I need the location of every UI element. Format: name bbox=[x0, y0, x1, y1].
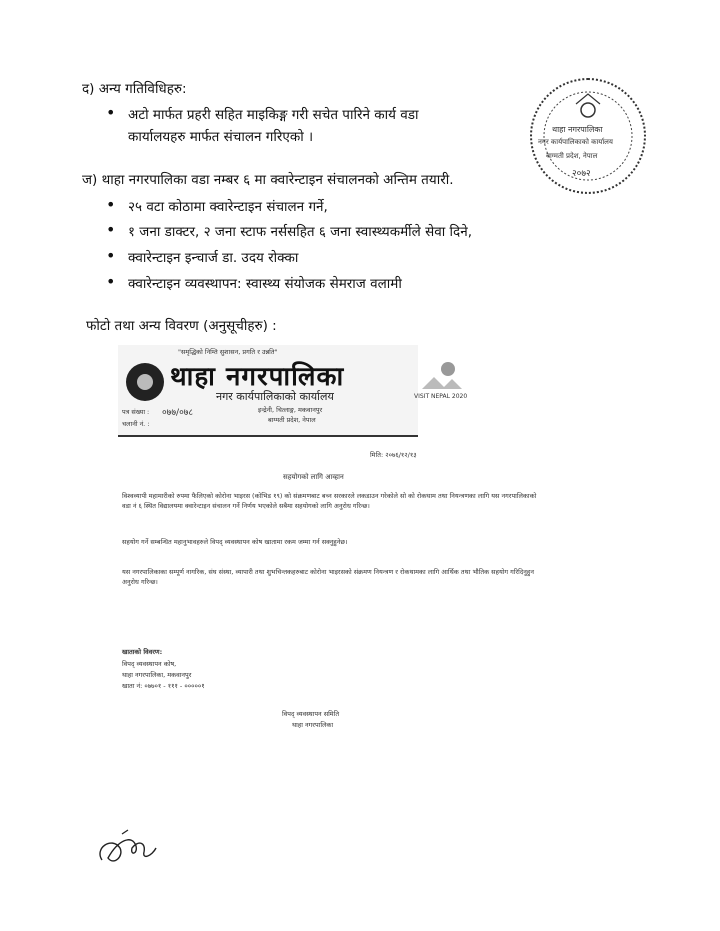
letterhead bbox=[118, 345, 418, 437]
annex-letter bbox=[118, 345, 580, 735]
section-dh-heading: ज) थाहा नगरपालिका वडा नम्बर ६ मा क्वारेन्टाइन संचालनको अन्तिम तयारी. bbox=[82, 172, 454, 188]
account-line-3: खाता नं: ०७७०१ - १११ - ०००००१ bbox=[122, 682, 205, 690]
letter-address-1: इन्द्रेनी, चित्लाङ्ग, मकवानपुर bbox=[258, 406, 323, 414]
annex-heading: फोटो तथा अन्य विवरण (अनुसूचीहरु) : bbox=[86, 318, 277, 334]
section-d-heading: द) अन्य गतिविधिहरु: bbox=[82, 81, 187, 97]
handwritten-signature bbox=[92, 826, 162, 872]
letter-motto: "समृद्धिको निम्ति सुशासन, प्रगति र उन्नति" bbox=[178, 348, 278, 356]
visit-nepal-logo bbox=[414, 359, 468, 405]
seal-center-text: नगर कार्यपालिकाको कार्यालय bbox=[538, 138, 613, 146]
seal-bottom-text: बाग्मती प्रदेश, नेपाल bbox=[546, 152, 598, 160]
nepal-emblem-icon bbox=[126, 363, 164, 401]
letter-chalani-label: चलानी नं. : bbox=[122, 420, 150, 428]
official-seal bbox=[530, 78, 646, 194]
section-dh-item-1: • २५ वटा कोठामा क्वारेन्टाइन संचालन गर्ने, bbox=[128, 197, 328, 215]
section-dh-item-3: • क्वारेन्टाइन इन्चार्ज डा. उदय रोक्का bbox=[128, 248, 298, 266]
letter-municipality: थाहा नगरपालिका bbox=[170, 362, 345, 392]
account-line-2: थाहा नगरपालिका, मकवानपुर bbox=[122, 671, 192, 679]
letter-office: नगर कार्यपालिकाको कार्यालय bbox=[216, 390, 334, 403]
letter-subject: सहयोगको लागि आव्हान bbox=[283, 473, 344, 481]
section-d-item-1: • अटो मार्फत प्रहरी सहित माइकिङ्ग गरी सचेत पारिने कार्य वडा bbox=[128, 105, 418, 123]
seal-ring-text: थाहा नगरपालिका bbox=[552, 125, 603, 134]
account-heading: खाताको विवरण: bbox=[122, 648, 163, 656]
visit-nepal-text: VISIT NEPAL 2020 bbox=[414, 393, 468, 400]
letter-address-2: बाग्मती प्रदेश, नेपाल bbox=[268, 416, 316, 424]
signoff-municipality: थाहा नगरपालिका bbox=[292, 721, 334, 729]
letter-ref-value: ०७७/०७८ bbox=[162, 408, 194, 418]
letter-paragraph-3: यस नगरपालिकाका सम्पूर्ण नागरिक, संघ संस्था, व्यापारी तथा शुभचिन्तकहरुबाट कोरोना भाइरसको संक्रमण नियन्त्रण र रोकथामका लागि आर्थिक तथा भौतिक सहयोग गरिदिनुहुन अनुरोध गरिन्छ। bbox=[122, 568, 534, 586]
letter-paragraph-1: विश्वव्यापी महामारीको रुपमा फैलिएको कोरोना भाइरस (कोभिड १९) को संक्रमणबाट बच्न सरकारले लकडाउन गरेकोले सो को रोकथाम तथा नियन्त्रणका लागि यस नगरपालिकाको वडा नं ६ स्थित विद्यालयमा क्वारेन्टाइन संचालन गर्ने निर्णय भएकोले सबैमा सहयोगको लागि अनुरोध गरिन्छ। bbox=[122, 492, 537, 510]
seal-year: २०७२ bbox=[572, 169, 591, 179]
letter-ref-label: पत्र संख्या : bbox=[122, 408, 150, 416]
letter-date: मिति: २०७६/१२/१३ bbox=[370, 451, 417, 459]
account-line-1: विपद् व्यवस्थापन कोष, bbox=[122, 660, 177, 668]
section-d-item-1-cont: कार्यालयहरु मार्फत संचालन गरिएको । bbox=[128, 129, 314, 145]
letter-paragraph-2: सहयोग गर्ने सम्बन्धित महानुभावहरुले विपद् व्यवस्थापन कोष खातामा रकम जम्मा गर्न सक्नुहुनेछ। bbox=[122, 538, 348, 546]
section-dh-item-2: • १ जना डाक्टर, २ जना स्टाफ नर्ससहित ६ जना स्वास्थ्यकर्मीले सेवा दिने, bbox=[128, 222, 472, 240]
signoff-committee: विपद् व्यवस्थापन समिति bbox=[282, 710, 340, 718]
section-dh-item-4: • क्वारेन्टाइन व्यवस्थापन: स्वास्थ्य संयोजक सेमराज वलामी bbox=[128, 274, 402, 292]
